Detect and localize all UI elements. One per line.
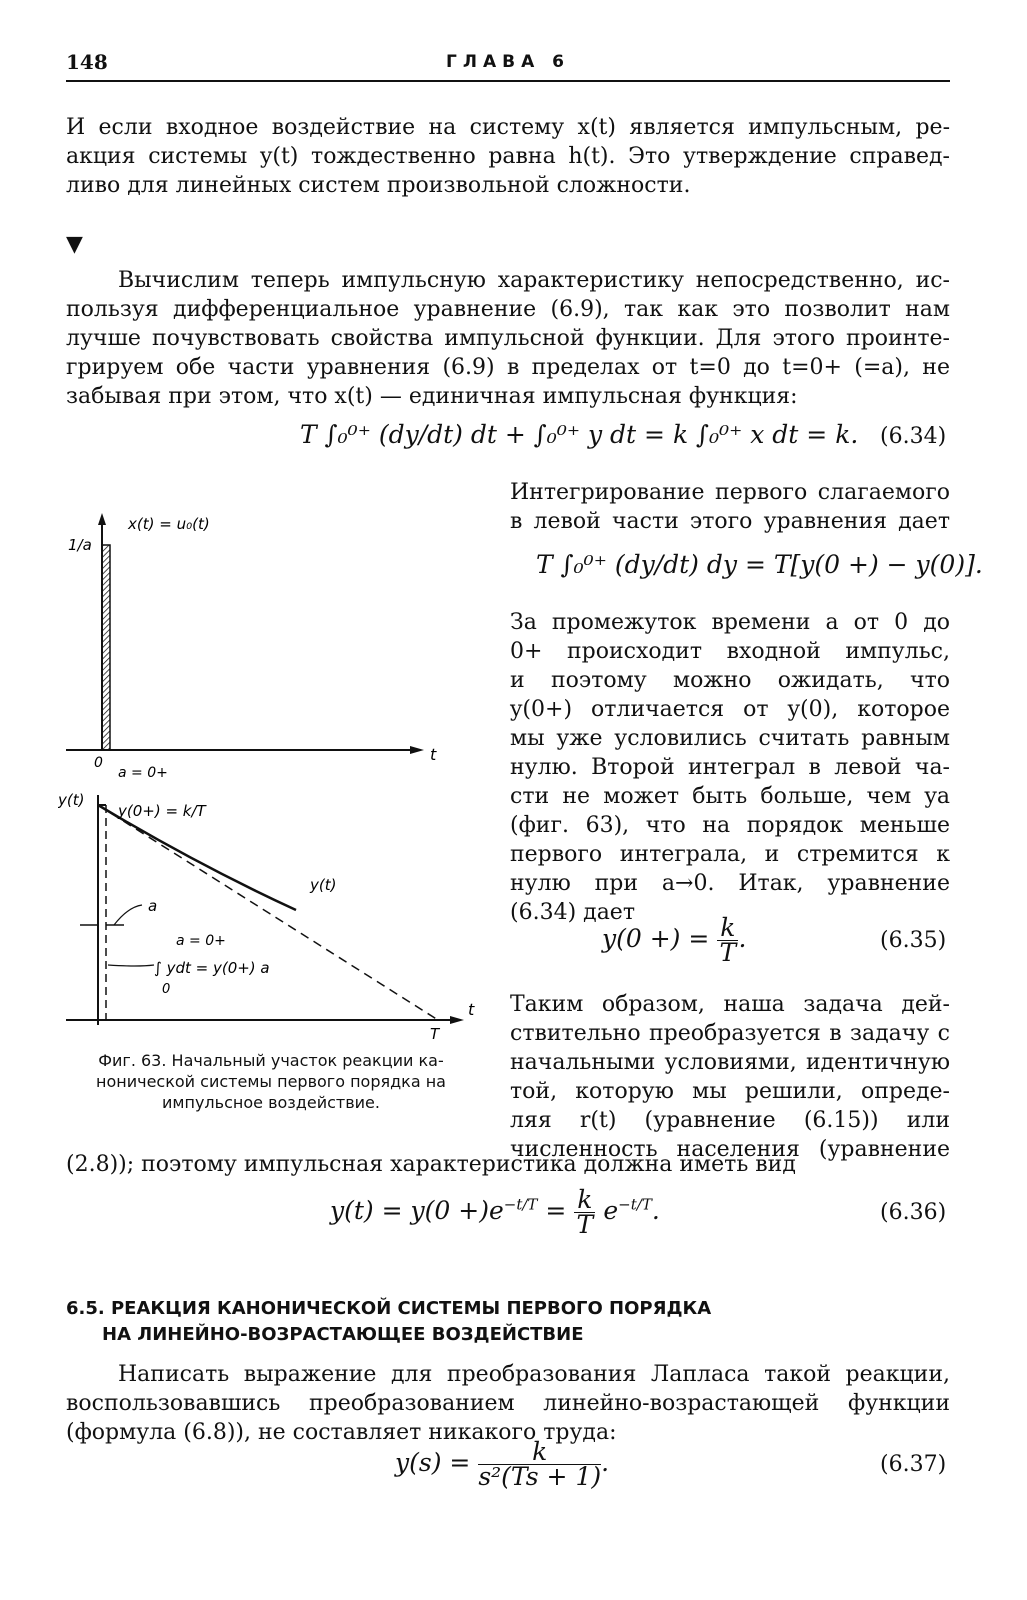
equation-number: (6.34) <box>880 424 947 449</box>
denominator: s²(Ts + 1) <box>478 1462 602 1491</box>
text-line: численность населения (уравнение <box>510 1137 950 1162</box>
page-header <box>66 50 950 82</box>
equation-6-36 <box>330 1185 660 1239</box>
equation-number: (6.35) <box>880 928 947 953</box>
impulse-plot <box>66 513 437 781</box>
response-plot <box>58 791 475 1040</box>
text-line: той, которую мы решили, опреде- <box>510 1079 950 1104</box>
integral-label: ∫ ydt = y(0+) a <box>154 959 270 977</box>
arrow-icon <box>98 513 106 525</box>
equation-6-37 <box>395 1437 610 1491</box>
fraction <box>478 1437 602 1491</box>
text-line: акция системы y(t) тождественно равна h(t). Это утверждение справед- <box>66 144 950 169</box>
paragraph-4 <box>66 1360 950 1447</box>
text-line: воспользовавшись преобразованием линейно-возрастающей функции <box>66 1391 950 1416</box>
text-line: и поэтому можно ожидать, что <box>510 668 950 693</box>
t-axis-label: t <box>430 745 437 764</box>
text-line: Вычислим теперь импульсную характеристику непосредственно, ис- <box>118 268 950 293</box>
equation-6-35 <box>602 913 747 967</box>
text-line: (фиг. 63), что на порядок меньше <box>510 813 950 838</box>
equation-first-integral: T ∫₀⁰⁺ (dy/dt) dy = T[y(0 +) − y(0)]. <box>536 550 983 579</box>
figure-63 <box>58 505 478 1040</box>
text-line: 0+ происходит входной импульс, <box>510 639 950 664</box>
equation-tail: . <box>601 1448 610 1477</box>
page-number: 148 <box>66 50 108 74</box>
right-column-text-2 <box>510 608 950 927</box>
equals-sign: = <box>545 1196 567 1225</box>
fraction <box>574 1185 595 1239</box>
marker-leader <box>114 905 142 925</box>
response-curve <box>98 805 296 910</box>
text-line: нулю при a→0. Итак, уравнение <box>510 871 950 896</box>
equation-6-34: T ∫₀⁰⁺ (dy/dt) dt + ∫₀⁰⁺ y dt = k ∫₀⁰⁺ x dt = k. <box>300 420 859 449</box>
text-line: (6.34) дает <box>510 900 635 925</box>
equation-tail: . <box>738 924 747 953</box>
caption-line: импульсное воздействие. <box>162 1093 380 1112</box>
initial-value-label: y(0+) = k/T <box>118 802 206 820</box>
text-line: (формула (6.8)), не составляет никакого труда: <box>66 1420 617 1445</box>
text-line: Интегрирование первого слагаемого <box>510 480 950 505</box>
integral-top-limit: a = 0+ <box>176 933 226 949</box>
fraction <box>717 913 738 967</box>
equation-number: (6.37) <box>880 1452 947 1477</box>
arrow-icon <box>450 1016 464 1024</box>
text-line: в левой части этого уравнения дает <box>510 509 950 534</box>
text-line: лучше почувствовать свойства импульсной функции. Для этого проинте- <box>66 326 950 351</box>
right-column-text-1 <box>510 478 950 536</box>
a-marker-label: a <box>148 897 158 915</box>
equation-tail: . <box>651 1196 660 1225</box>
numerator: k <box>574 1188 595 1213</box>
impulse-bar <box>102 545 110 750</box>
y-axis-label: y(t) <box>58 791 85 809</box>
t-axis-label: t <box>468 1000 475 1019</box>
triangle-marker-icon: ▼ <box>66 232 83 257</box>
denominator: T <box>719 938 737 967</box>
text-line: сти не может быть больше, чем ya <box>510 784 950 809</box>
paragraph-2 <box>66 266 950 411</box>
curve-label: y(t) <box>310 876 337 894</box>
caption-line: нонической системы первого порядка на <box>96 1072 446 1091</box>
text-line: первого интеграла, и стремится к <box>510 842 950 867</box>
caption-line: Фиг. 63. Начальный участок реакции ка- <box>98 1051 444 1070</box>
text-line: Написать выражение для преобразования Лапласа такой реакции, <box>118 1362 950 1387</box>
exponent: −t/T <box>618 1195 652 1214</box>
text-line: y(0+) отличается от y(0), которое <box>510 697 950 722</box>
arrow-icon <box>410 746 424 754</box>
text-line: ляя r(t) (уравнение (6.15)) или <box>510 1108 950 1133</box>
equation-lhs: y(t) = y(0 +)e <box>330 1196 504 1225</box>
paragraph-3-end: (2.8)); поэтому импульсная характеристика должна иметь вид <box>66 1152 796 1177</box>
text-line: ливо для линейных систем произвольной сложности. <box>66 173 691 198</box>
equation-number: (6.36) <box>880 1200 947 1225</box>
figure-caption <box>62 1050 480 1113</box>
exp-base: e <box>603 1196 619 1225</box>
equation-lhs: y(s) = <box>395 1448 471 1477</box>
T-label: T <box>430 1025 440 1040</box>
equation-lhs: y(0 +) = <box>602 924 710 953</box>
exponent: −t/T <box>503 1195 538 1214</box>
integral-leader <box>108 965 154 966</box>
text-line: нулю. Второй интеграл в левой ча- <box>510 755 950 780</box>
chapter-title: ГЛАВА 6 <box>446 52 570 72</box>
text-line: забывая при этом, что x(t) — единичная импульсная функция: <box>66 384 798 409</box>
text-line: За промежуток времени a от 0 до <box>510 610 950 635</box>
text-line: мы уже условились считать равным <box>510 726 950 751</box>
right-column-text-3 <box>510 990 950 1164</box>
text-line: ствительно преобразуется в задачу с <box>510 1021 950 1046</box>
text-line: грируем обе части уравнения (6.9) в пределах от t=0 до t=0+ (=a), не <box>66 355 950 380</box>
section-title-line: 6.5. РЕАКЦИЯ КАНОНИЧЕСКОЙ СИСТЕМЫ ПЕРВОГО ПОРЯДКА <box>66 1298 712 1319</box>
text-line: И если входное воздействие на систему x(t) является импульсным, ре- <box>66 115 950 140</box>
origin-label: 0 <box>94 755 103 771</box>
y-tick-label: 1/a <box>68 536 92 554</box>
a-label: a = 0+ <box>118 765 168 781</box>
text-line: Таким образом, наша задача дей- <box>510 992 950 1017</box>
numerator: k <box>478 1440 601 1465</box>
intro-paragraph <box>66 113 950 200</box>
integral-bottom-limit: 0 <box>162 982 171 997</box>
impulse-label: x(t) = u₀(t) <box>128 515 210 533</box>
denominator: T <box>576 1210 594 1239</box>
section-title-line: НА ЛИНЕЙНО-ВОЗРАСТАЮЩЕЕ ВОЗДЕЙСТВИЕ <box>102 1324 584 1345</box>
section-title <box>66 1296 950 1348</box>
text-line: пользуя дифференциальное уравнение (6.9), так как это позволит нам <box>66 297 950 322</box>
text-line: начальными условиями, идентичную <box>510 1050 950 1075</box>
numerator: k <box>717 916 738 941</box>
